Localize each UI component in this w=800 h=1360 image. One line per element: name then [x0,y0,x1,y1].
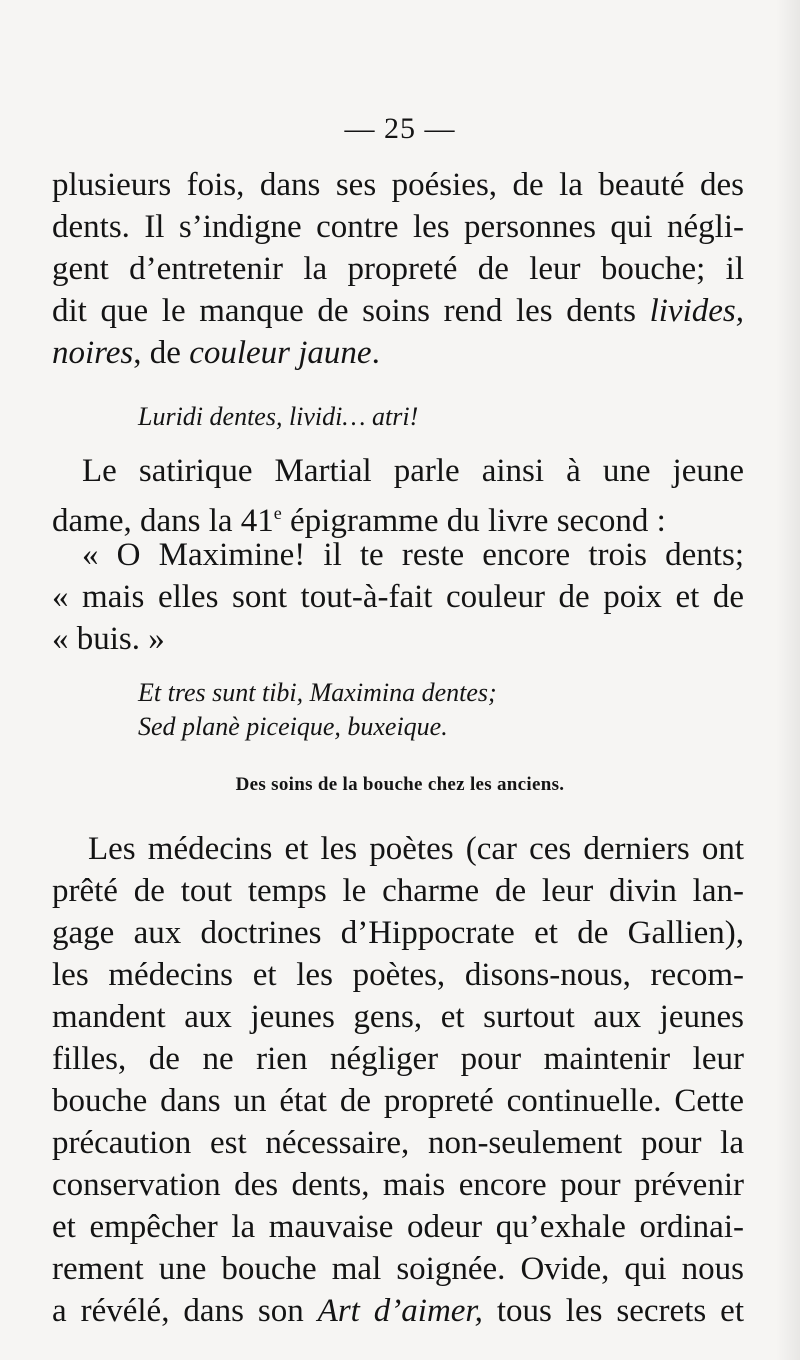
quote-line: Sed planè piceique, buxeique. [138,712,448,741]
text-span: épigramme du livre second : [281,503,666,539]
italic-span: livides, [649,293,744,329]
text-line: Le satirique Martial parle ainsi à une jeune [82,453,744,489]
paragraph-3 [52,828,744,1332]
italic-span: Art d’aimer, [317,1293,483,1329]
text-line: « mais elles sont tout-à-fait couleur de poix et de [52,579,744,615]
text-line [52,1290,744,1332]
text-span: , de [133,335,190,371]
text-line: rement une bouche mal soignée. Ovide, qui nous [52,1251,744,1287]
italic-span: noires [52,335,134,371]
latin-quote-1 [138,400,738,434]
text-line: Les médecins et les poètes (car ces derniers ont [88,831,744,867]
text-line [52,290,744,332]
text-line [52,332,744,374]
section-heading: Des soins de la bouche chez les anciens. [235,774,565,795]
text-line: conservation des dents, mais encore pour prévenir [52,1167,744,1203]
text-line: mandent aux jeunes gens, et surtout aux jeunes [52,999,744,1035]
italic-span: couleur jaune [189,335,372,371]
text-line: gage aux doctrines d’Hippocrate et de Gallien), [52,915,744,951]
superscript: e [273,503,282,523]
text-line: plusieurs fois, dans ses poésies, de la beauté des [52,167,744,203]
text-line: précaution est nécessaire, non-seulement pour la [52,1125,744,1161]
text-line: gent d’entretenir la propreté de leur bouche; il [52,251,744,287]
page-number: — 25 — [344,112,456,145]
text-line: « O Maximine! il te reste encore trois dents; [82,537,744,573]
text-line [52,492,744,539]
text-line: « buis. » [52,621,165,657]
text-span: dit que le manque de soins rend les dents [52,293,650,329]
text-line: et empêcher la mauvaise odeur qu’exhale ordinai- [52,1209,744,1245]
paragraph-1 [52,164,744,374]
text-span: tous les secrets et [482,1293,744,1329]
latin-quote-2 [138,676,738,744]
text-span: . [371,335,380,371]
text-line: prêté de tout temps le charme de leur divin lan- [52,873,744,909]
text-line: dents. Il s’indigne contre les personnes qui négli- [52,209,744,245]
text-span: a révélé, dans son [52,1293,318,1329]
text-span: dame, dans la 41 [52,503,274,539]
paragraph-2 [52,450,744,660]
text-line: les médecins et les poètes, disons-nous, recom- [52,957,744,993]
text-line: filles, de ne rien négliger pour maintenir leur [52,1041,744,1077]
quote-line: Luridi dentes, lividi… atri! [138,402,419,431]
quote-line: Et tres sunt tibi, Maximina dentes; [138,678,497,707]
text-line: bouche dans un état de propreté continuelle. Cette [52,1083,744,1119]
